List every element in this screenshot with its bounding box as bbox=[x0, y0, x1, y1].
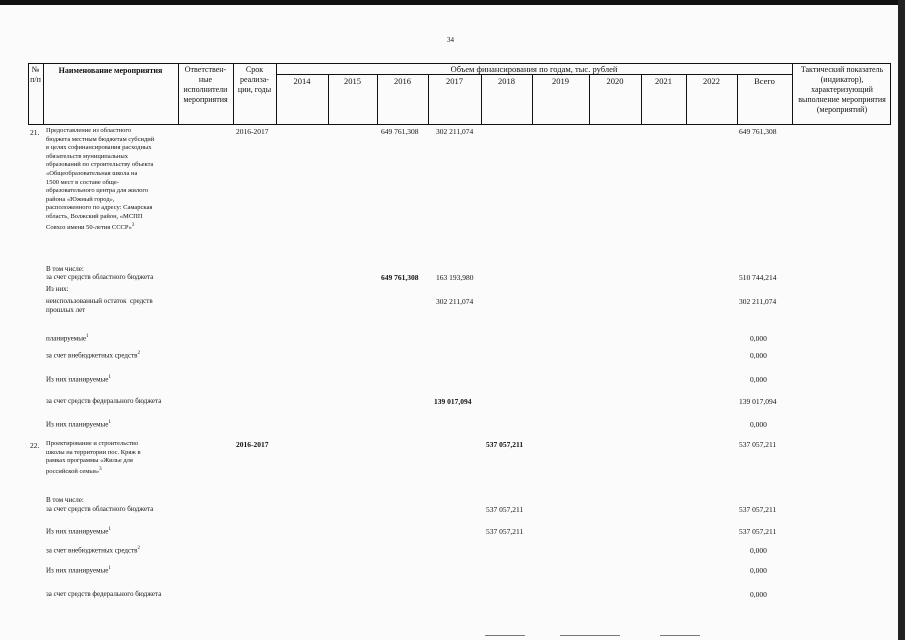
header-year-2019: 2019 bbox=[552, 76, 569, 86]
header-year-2015: 2015 bbox=[344, 76, 361, 86]
row-21-2017: 302 211,074 bbox=[436, 127, 474, 136]
row-21-sub-planned: планируемые$^1$ bbox=[46, 334, 89, 343]
scan-top-border bbox=[0, 0, 905, 5]
header-year-2020: 2020 bbox=[606, 76, 624, 86]
row-21-sub-extrabudget: за счет внебюджетных средств$^2$ bbox=[46, 351, 140, 360]
row-21-sub-unused-total: 302 211,074 bbox=[739, 297, 777, 306]
row-21-sub-federal-planned: Из них планируемые$^1$ bbox=[46, 420, 111, 429]
row-21-num: 21. bbox=[30, 128, 40, 137]
scan-artifact bbox=[660, 635, 700, 636]
row-22-term: 2016-2017 bbox=[236, 440, 269, 449]
row-21-sub-planned-total: 0,000 bbox=[750, 334, 767, 343]
header-indicator: Тактический показатель (индикатор), характеризующий выполнение мероприятия (мероприятий) bbox=[798, 65, 886, 114]
row-21-sub-regional-total: 510 744,214 bbox=[739, 273, 777, 282]
row-22-sub-federal-total: 0,000 bbox=[750, 590, 767, 599]
header-year-2021: 2021 bbox=[655, 76, 672, 86]
row-21-2016: 649 761,308 bbox=[381, 127, 419, 136]
row-21-sub-extrabudget-planned-total: 0,000 bbox=[750, 375, 767, 384]
row-21-term: 2016-2017 bbox=[236, 127, 269, 136]
header-funding: Объем финансирования по годам, тыс. рублей bbox=[450, 64, 618, 74]
row-22-sub-extrabudget: за счет внебюджетных средств$^2$ bbox=[46, 546, 140, 555]
row-22-sub-regional-planned: Из них планируемые$^1$ bbox=[46, 527, 111, 536]
row-22-total: 537 057,211 bbox=[739, 440, 777, 449]
header-bottom-line bbox=[28, 124, 891, 125]
row-21-sub-intro: В том числе: bbox=[46, 265, 84, 273]
header-year-2016: 2016 bbox=[394, 76, 411, 86]
row-21-sub-of-which: Из них: bbox=[46, 285, 69, 293]
header-num: № п/п bbox=[30, 65, 41, 84]
header-year-2018: 2018 bbox=[498, 76, 515, 86]
scan-right-border bbox=[898, 0, 905, 640]
row-21-sub-unused-2017: 302 211,074 bbox=[436, 297, 474, 306]
scan-artifact bbox=[485, 635, 525, 636]
row-21-total: 649 761,308 bbox=[739, 127, 777, 136]
row-22-sub-extrabudget-total: 0,000 bbox=[750, 546, 767, 555]
row-22-num: 22. bbox=[30, 441, 40, 450]
header-name: Наименование мероприятия bbox=[58, 66, 163, 75]
header-year-2014: 2014 bbox=[293, 76, 311, 86]
row-22-sub-extrabudget-planned-total: 0,000 bbox=[750, 566, 767, 575]
row-21-sub-federal-2017: 139 017,094 bbox=[434, 397, 472, 406]
header-year-2017: 2017 bbox=[446, 76, 463, 86]
header-term: Срок реализа- ции, годы bbox=[237, 65, 272, 94]
row-21-name: Предоставление из областного бюджета местным бюджетам субсидий в целях софинансирования расходных обязательств муниципальных образований по строительству объекта «Общеобразовательная школа на 1500 мест в составе обще- образовательного центра для жилого района «Южный город», расположенного по адресу: Самарская область, Волжский район, «МСПП Совхоз имени 50-летия СССР»$^3$ bbox=[46, 127, 155, 231]
header-total: Всего bbox=[754, 76, 775, 86]
row-21-sub-extrabudget-total: 0,000 bbox=[750, 351, 767, 360]
row-22-sub-extrabudget-planned: Из них планируемые$^1$ bbox=[46, 566, 111, 575]
row-22-sub-intro: В том числе: bbox=[46, 496, 84, 504]
row-21-sub-unused: неиспользованный остаток средств прошлых лет bbox=[46, 297, 153, 314]
page-number: 34 bbox=[447, 36, 454, 44]
row-22-sub-regional-planned-total: 537 057,211 bbox=[739, 527, 777, 536]
row-22-sub-regional-total: 537 057,211 bbox=[739, 505, 777, 514]
row-21-sub-federal: за счет средств федерального бюджета bbox=[46, 397, 162, 405]
header-year-2022: 2022 bbox=[703, 76, 720, 86]
row-21-sub-extrabudget-planned: Из них планируемые$^1$ bbox=[46, 375, 111, 384]
scan-artifact bbox=[560, 635, 620, 636]
row-22-sub-regional: за счет средств областного бюджета bbox=[46, 505, 154, 513]
row-21-sub-regional: за счет средств областного бюджета bbox=[46, 273, 154, 281]
funding-sub-line bbox=[276, 74, 792, 75]
row-21-sub-federal-planned-total: 0,000 bbox=[750, 420, 767, 429]
row-21-sub-regional-2016: 649 761,308 bbox=[381, 273, 419, 282]
row-22-name: Проектирование и строительство школы на территории пос. Кряж в рамках программы «Жилье для российской семьи»$^3$ bbox=[46, 440, 141, 475]
row-21-sub-regional-2017: 163 193,980 bbox=[436, 273, 474, 282]
row-22-2018: 537 057,211 bbox=[486, 440, 524, 449]
row-22-sub-regional-2018: 537 057,211 bbox=[486, 505, 524, 514]
row-22-sub-federal: за счет средств федерального бюджета bbox=[46, 590, 162, 598]
header-responsible: Ответствен- ные исполнители мероприятия bbox=[183, 65, 228, 104]
row-22-sub-regional-planned-2018: 537 057,211 bbox=[486, 527, 524, 536]
row-21-sub-federal-total: 139 017,094 bbox=[739, 397, 777, 406]
